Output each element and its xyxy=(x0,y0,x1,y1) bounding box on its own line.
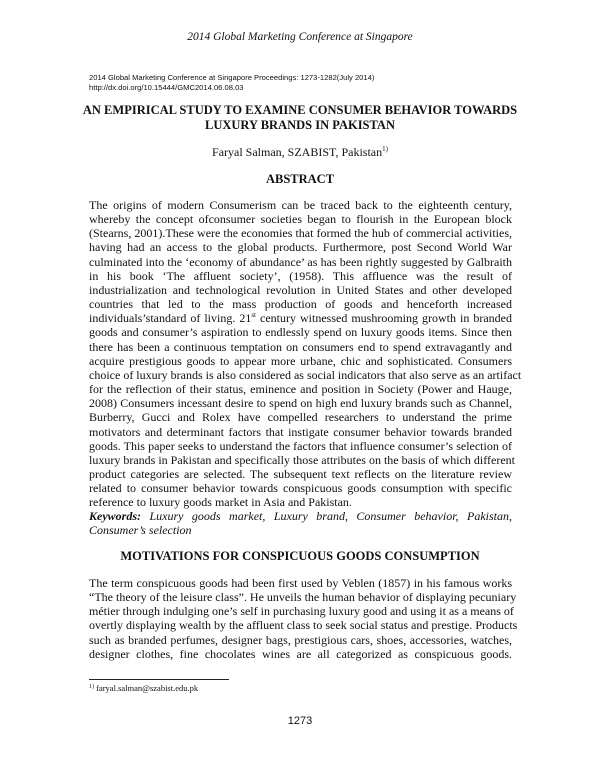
abstract-line: for the reflection of their status, eminence and position in Society (Power and Hauge, xyxy=(89,382,512,397)
keywords-line xyxy=(89,523,512,537)
abstract-line: motivators and determinant factors that instigate consumer behavior towards branded xyxy=(89,424,512,439)
keywords-list: Luxury goods market, Luxury brand, Consumer behavior, Pakistan, xyxy=(141,509,512,523)
abstract-line: acquire prestigious goods to appear more urbane, chic and sophisticated. Consumers xyxy=(89,353,512,368)
author-line xyxy=(0,145,600,160)
abstract-line: whereby the concept ofconsumer societies began to flourish in the European block xyxy=(89,212,512,227)
title-line: AN EMPIRICAL STUDY TO EXAMINE CONSUMER BEHAVIOR TOWARDS xyxy=(82,103,518,117)
abstract-line: related to consumer behavior towards conspicuous goods consumption with specific xyxy=(89,481,512,496)
abstract-line: luxury brands in Pakistan and specifically those attributes on the basis of which different xyxy=(89,452,516,467)
section-line: métier through indulging one’s self in purchasing luxury good and using it as a means of xyxy=(89,604,514,619)
title-line: LUXURY BRANDS IN PAKISTAN xyxy=(205,118,395,132)
abstract-line: countries that led to the mass production of goods and henceforth increased xyxy=(89,297,512,312)
abstract-line: 2008) Consumers incessant desire to spend on high end luxury brands such as Channel, xyxy=(89,396,512,411)
century-number: 21 xyxy=(239,311,252,326)
footnote-rule xyxy=(89,679,229,680)
keywords-line xyxy=(89,509,512,523)
keywords-list-cont: Consumer’s selection xyxy=(89,523,192,538)
abstract-body xyxy=(89,198,522,510)
footnote-email[interactable]: faryal.salman@szabist.edu.pk xyxy=(94,683,199,693)
author-footnote-mark: 1) xyxy=(382,145,388,153)
abstract-line: The origins of modern Consumerism can be traced back to the eighteenth century, xyxy=(89,198,512,212)
abstract-line: (Stearns, 2001).These were the economies that formed the hub of commercial activities, xyxy=(89,226,512,241)
abstract-line: there has been a continuous temptation on consumers end to spend extravagantly and xyxy=(89,339,512,354)
running-head: 2014 Global Marketing Conference at Singapore xyxy=(187,31,413,43)
footnote-mark: 1) xyxy=(89,684,94,690)
abstract-line: goods. This paper seeks to understand the factors that influence consumer’s selection of xyxy=(89,438,512,453)
abstract-line: industrialization and technological revolution in United States and other developed xyxy=(89,282,512,297)
abstract-line: individuals’standard of living. 21st century witnessed mushrooming growth in branded xyxy=(89,311,512,326)
doi-link[interactable]: http://dx.doi.org/10.15444/GMC2014.06.08.03 xyxy=(89,83,244,92)
abstract-line: Burberry, Gucci and Rolex have compelled researchers to understand the prime xyxy=(89,410,512,425)
section-heading: MOTIVATIONS FOR CONSPICUOUS GOODS CONSUMPTION xyxy=(120,549,480,563)
section-line: The term conspicuous goods had been first used by Veblen (1857) in his famous works xyxy=(89,576,512,590)
keywords-label: Keywords: xyxy=(89,509,141,523)
section-line: “The theory of the leisure class”. He unveils the human behavior of displaying pecuniary xyxy=(89,590,517,605)
keywords xyxy=(89,509,512,537)
section-body xyxy=(89,576,518,661)
abstract-line: in his book ‘The affluent society’, (1958). This affluence was the result of xyxy=(89,268,512,283)
section-line: designer clothes, fine chocolates wines are all categorized as conspicuous goods. xyxy=(89,646,512,661)
century-suffix: st xyxy=(251,311,256,320)
footnote xyxy=(89,683,198,693)
abstract-line: reference to luxury goods market in Asia and Pakistan. xyxy=(89,495,352,510)
abstract-line: goods and consumer’s aspiration to endlessly spend on luxury goods items. Since then xyxy=(89,325,512,340)
abstract-line: having had an access to the global products. Furthermore, post Second World War xyxy=(89,240,512,255)
author-name: Faryal Salman, SZABIST, Pakistan xyxy=(212,145,383,159)
section-line: such as branded perfumes, designer bags, prestigious cars, shoes, accessories, watches, xyxy=(89,632,512,647)
abstract-heading: ABSTRACT xyxy=(265,172,335,186)
abstract-line: product categories are selected. The subsequent text reflects on the literature review xyxy=(89,466,512,481)
abstract-line: choice of luxury brands is also considered as social indicators that also serve as an artifact xyxy=(89,367,522,382)
proceedings-citation: 2014 Global Marketing Conference at Singapore Proceedings: 1273-1282(July 2014) xyxy=(89,73,375,82)
paper-title xyxy=(80,103,520,133)
page-number: 1273 xyxy=(287,715,313,727)
section-line: overtly displaying wealth by the affluent class to seek social status and prestige. Products xyxy=(89,618,518,633)
abstract-line: culminated into the ‘economy of abundance’ as has been rightly suggested by Galbraith xyxy=(89,254,512,269)
